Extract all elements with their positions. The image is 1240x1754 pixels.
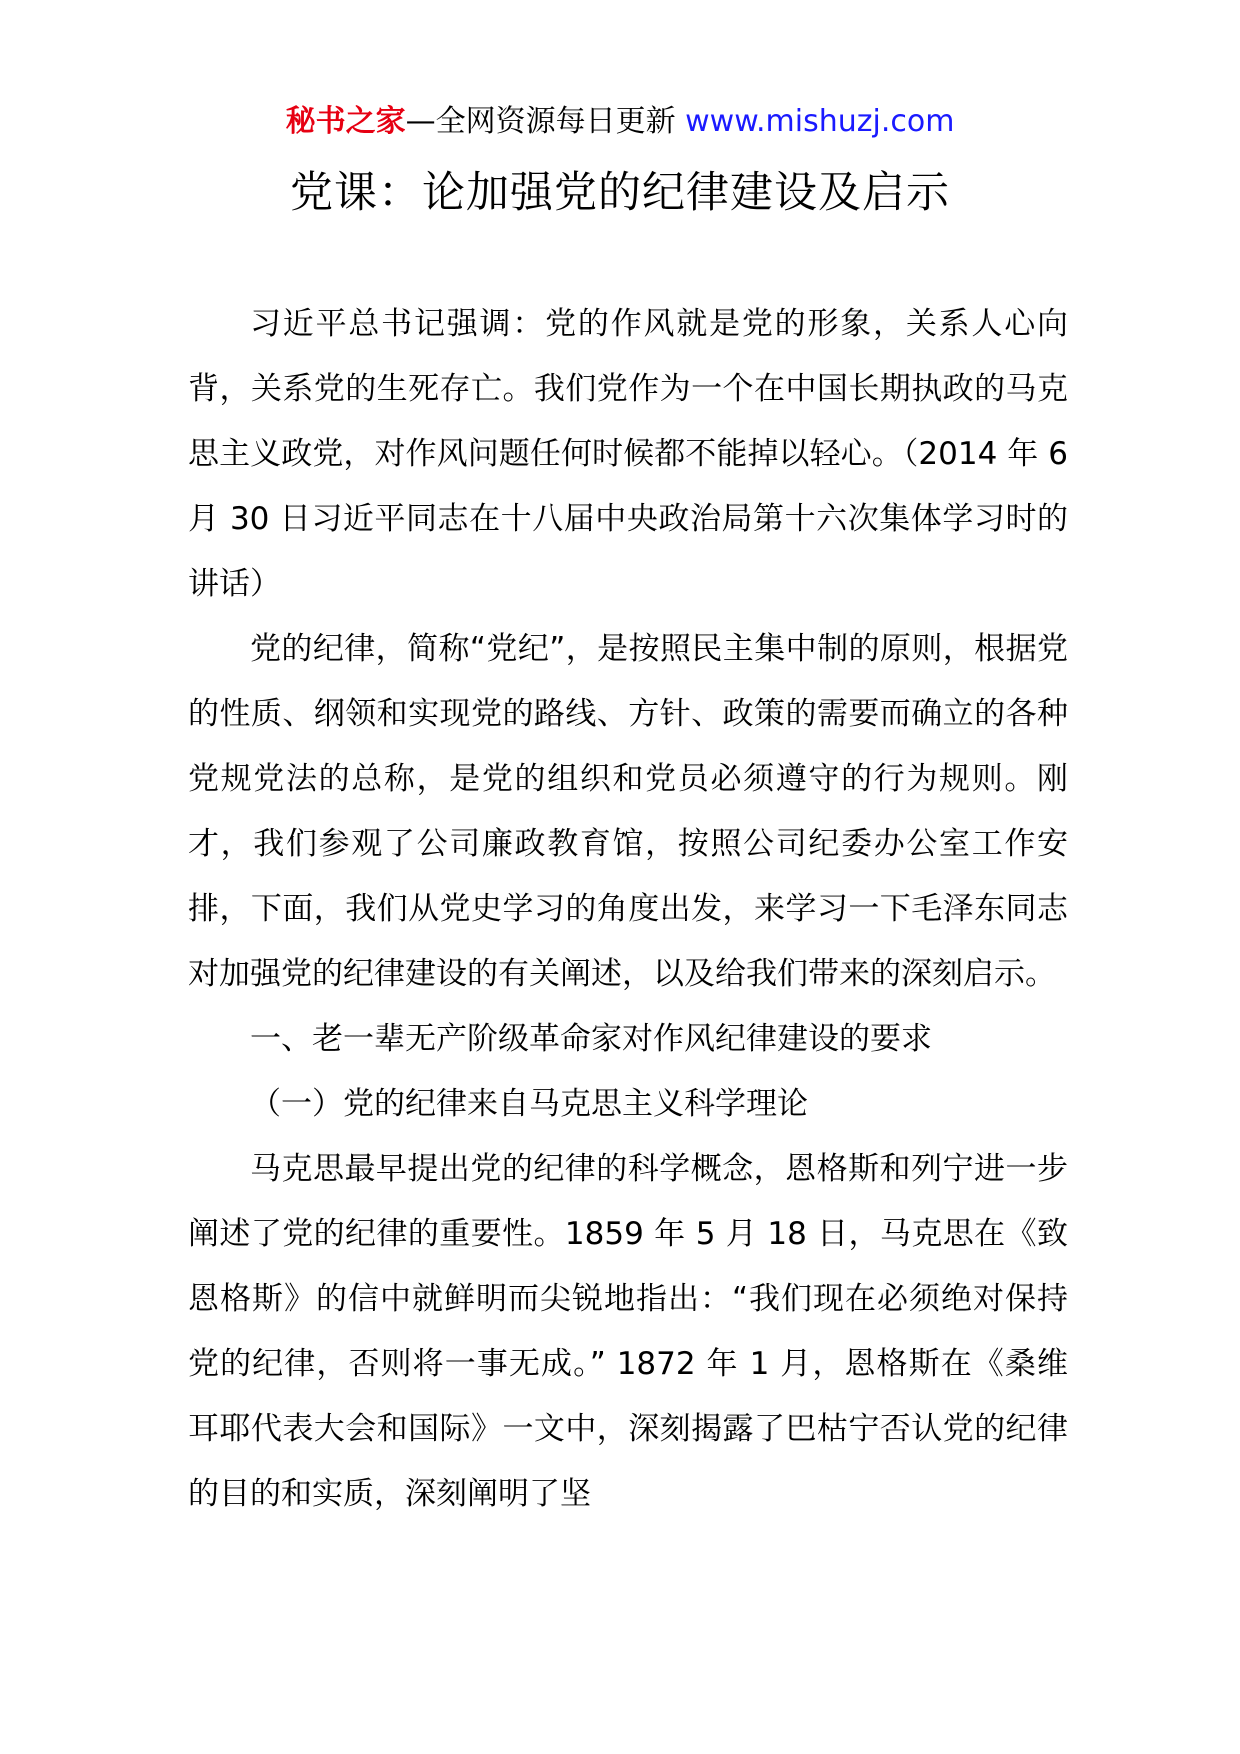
- site-header: [0, 100, 1240, 144]
- subsection-heading: （一）党的纪律来自马克思主义科学理论: [250, 1086, 808, 1122]
- section-heading: 一、老一辈无产阶级革命家对作风纪律建设的要求: [250, 1021, 932, 1057]
- site-url-link[interactable]: www.mishuzj.com: [685, 104, 955, 139]
- paragraph-quote: 习近平总书记强调：党的作风就是党的形象，关系人心向背，关系党的生死存亡。我们党作为一个在中国长期执政的马克思主义政党，对作风问题任何时候都不能掉以轻心。（2014 年 6 月 30 日习近平同志在十八届中央政治局第十六次集体学习时的讲话）: [188, 306, 1068, 602]
- document-body: [188, 292, 1068, 1527]
- site-tagline: —全网资源每日更新: [405, 104, 686, 139]
- paragraph-definition: 党的纪律，简称“党纪”，是按照民主集中制的原则，根据党的性质、纲领和实现党的路线、方针、政策的需要而确立的各种党规党法的总称，是党的组织和党员必须遵守的行为规则。刚才，我们参观了公司廉政教育馆，按照公司纪委办公室工作安排，下面，我们从党史学习的角度出发，来学习一下毛泽东同志对加强党的纪律建设的有关阐述，以及给我们带来的深刻启示。: [188, 631, 1068, 992]
- paragraph-marx: 马克思最早提出党的纪律的科学概念，恩格斯和列宁进一步阐述了党的纪律的重要性。1859 年 5 月 18 日，马克思在《致恩格斯》的信中就鲜明而尖锐地指出：“我们现在必须绝对保持党的纪律，否则将一事无成。” 1872 年 1 月，恩格斯在《桑维耳耶代表大会和国际》一文中，深刻揭露了巴枯宁否认党的纪律的目的和实质，深刻阐明了坚: [188, 1151, 1068, 1512]
- site-brand: 秘书之家: [285, 104, 406, 139]
- document-title: 党课：论加强党的纪律建设及启示: [290, 168, 950, 218]
